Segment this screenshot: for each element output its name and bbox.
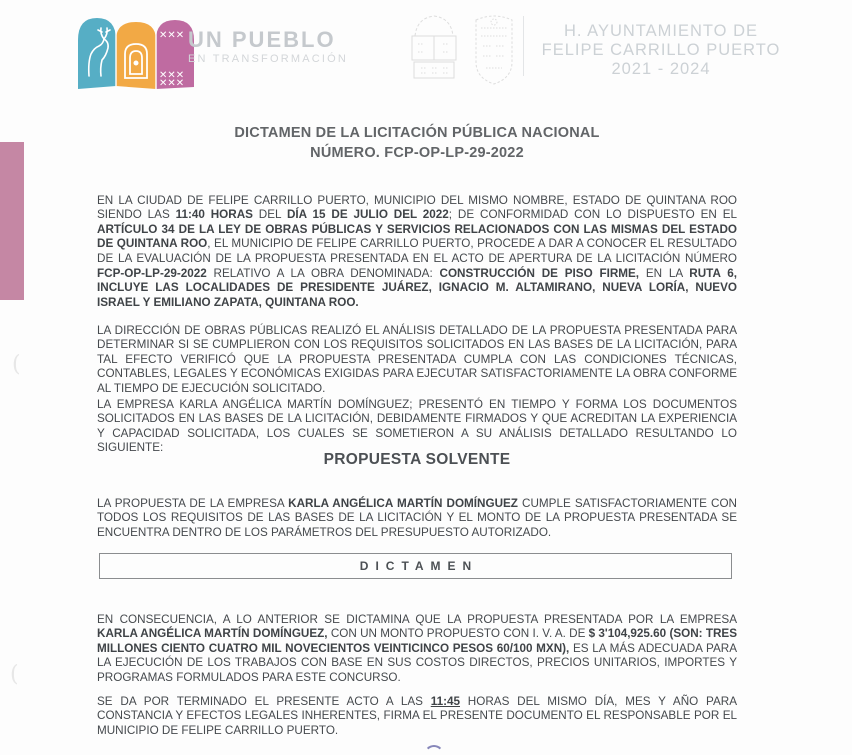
scan-pink-margin-bar	[0, 142, 24, 300]
brand-subtitle: EN TRANSFORMACIÓN	[188, 53, 349, 65]
dictamen-box-label: DICTAMEN	[359, 559, 479, 573]
municipality-line2: FELIPE CARRILLO PUERTO	[541, 41, 781, 59]
municipality-title	[530, 22, 792, 79]
document-title-line1: DICTAMEN DE LA LICITACIÓN PÚBLICA NACIONAL	[234, 125, 600, 141]
municipal-shield-seal-icon	[403, 10, 465, 82]
paragraph-company-submission: LA EMPRESA KARLA ANGÉLICA MARTÍN DOMÍNGUEZ; PRESENTÓ EN TIEMPO Y FORMA LOS DOCUMENTOS SOLICITADOS EN LAS BASES DE LA LICITACIÓN, DEBIDAMENTE FIRMADOS Y QUE ACREDITAN LA EXPERIENCIA Y CAPACIDAD SOLICITADA, LOS CUALES SE SOMETIERON A SU ANÁLISIS DETALLADO RESULTANDO LO SIGUIENTE:	[97, 397, 737, 455]
paragraph-ruling: EN CONSECUENCIA, A LO ANTERIOR SE DICTAMINA QUE LA PROPUESTA PRESENTADA POR LA EMPRESA KARLA ANGÉLICA MARTÍN DOMÍNGUEZ, CON UN MONTO PROPUESTO CON I. V. A. DE $ 3'104,925.60 (SON: TRES MILLONES CIENTO CUATRO MIL NOVECIENTOS VEINTICINCO PESOS 60/100 MXN), ES LA MÁS ADECUADA PARA LA EJECUCIÓN DE LOS TRABAJOS CON BASE EN SUS COSTOS DIRECTOS, PRECIOS UNITARIOS, IMPORTES Y PROGRAMAS FORMULADOS PARA ESTE CONCURSO.	[97, 612, 738, 685]
paragraph-analysis: LA DIRECCIÓN DE OBRAS PÚBLICAS REALIZÓ EL ANÁLISIS DETALLADO DE LA PROPUESTA PRESENTADA PARA DETERMINAR SI SE CUMPLIERON CON LOS REQUISITOS SOLICITADOS EN LAS BASES DE LA LICITACIÓN, PARA TAL EFECTO VERIFICÓ QUE LA PROPUESTA PRESENTADA CUMPLA CON LAS CONDICIONES TÉCNICAS, CONTABLES, LEGALES Y ECONÓMICAS EXIGIDAS PARA EJECUTAR SATISFACTORIAMENTE LA OBRA CONFORME AL TIEMPO DE EJECUCIÓN SOLICITADO.	[97, 323, 737, 396]
municipality-line1: H. AYUNTAMIENTO DE	[563, 22, 759, 40]
signature-stroke-fragment	[424, 745, 444, 755]
brand-wordmark	[188, 28, 348, 66]
municipality-term: 2021 - 2024	[611, 60, 711, 78]
coat-of-arms-seal-icon	[468, 10, 520, 90]
brand-title: UN PUEBLO	[188, 27, 336, 52]
scan-artifact-mark: (	[12, 352, 21, 377]
svg-text:✕✕✕: ✕✕✕	[159, 78, 185, 89]
paragraph-solvent-proposal: LA PROPUESTA DE LA EMPRESA KARLA ANGÉLICA MARTÍN DOMÍNGUEZ CUMPLE SATISFACTORIAMENTE CON TODOS LOS REQUISITOS DE LAS BASES DE LA LICITACIÓN Y EL MONTO DE LA PROPUESTA PRESENTADA SE ENCUENTRA DENTRO DE LOS PARÁMETROS DEL PRESUPUESTO AUTORIZADO.	[97, 496, 737, 539]
document-title-line2: NÚMERO. FCP-OP-LP-29-2022	[310, 144, 524, 161]
paragraph-closing: SE DA POR TERMINADO EL PRESENTE ACTO A LAS 11:45 HORAS DEL MISMO DÍA, MES Y AÑO PARA CONSTANCIA Y EFECTOS LEGALES INHERENTES, FIRMA EL PRESENTE DOCUMENTO EL RESPONSABLE POR EL MUNICIPIO DE FELIPE CARRILLO PUERTO.	[97, 694, 737, 737]
document-title	[97, 124, 737, 163]
paragraph-opening-act: EN LA CIUDAD DE FELIPE CARRILLO PUERTO, MUNICIPIO DEL MISMO NOMBRE, ESTADO DE QUINTANA ROO SIENDO LAS 11:40 HORAS DEL DÍA 15 DE JULIO DEL 2022; DE CONFORMIDAD CON LO DISPUESTO EN EL ARTÍCULO 34 DE LA LEY DE OBRAS PÚBLICAS Y SERVICIOS RELACIONADOS CON LAS MISMAS DEL ESTADO DE QUINTANA ROO, EL MUNICIPIO DE FELIPE CARRILLO PUERTO, PROCEDE A DAR A CONOCER EL RESULTADO DE LA EVALUACIÓN DE LA PROPUESTA PRESENTADA EN EL ACTO DE APERTURA DE LA LICITACIÓN NÚMERO FCP-OP-LP-29-2022 RELATIVO A LA OBRA DENOMINADA: CONSTRUCCIÓN DE PISO FIRME, EN LA RUTA 6, INCLUYE LAS LOCALIDADES DE PRESIDENTE JUÁREZ, IGNACIO M. ALTAMIRANO, NUEVA LORÍA, NUEVO ISRAEL Y EMILIANO ZAPATA, QUINTANA ROO.	[97, 193, 738, 309]
svg-text:✕✕✕: ✕✕✕	[159, 30, 185, 41]
scan-artifact-mark: (	[10, 662, 19, 687]
dictamen-title-box	[99, 553, 732, 579]
svg-text:✕✕✕: ✕✕✕	[159, 70, 185, 81]
section-heading-propuesta-solvente: PROPUESTA SOLVENTE	[323, 451, 511, 468]
header-divider	[523, 16, 524, 76]
pueblo-arches-logo-icon	[75, 6, 197, 94]
